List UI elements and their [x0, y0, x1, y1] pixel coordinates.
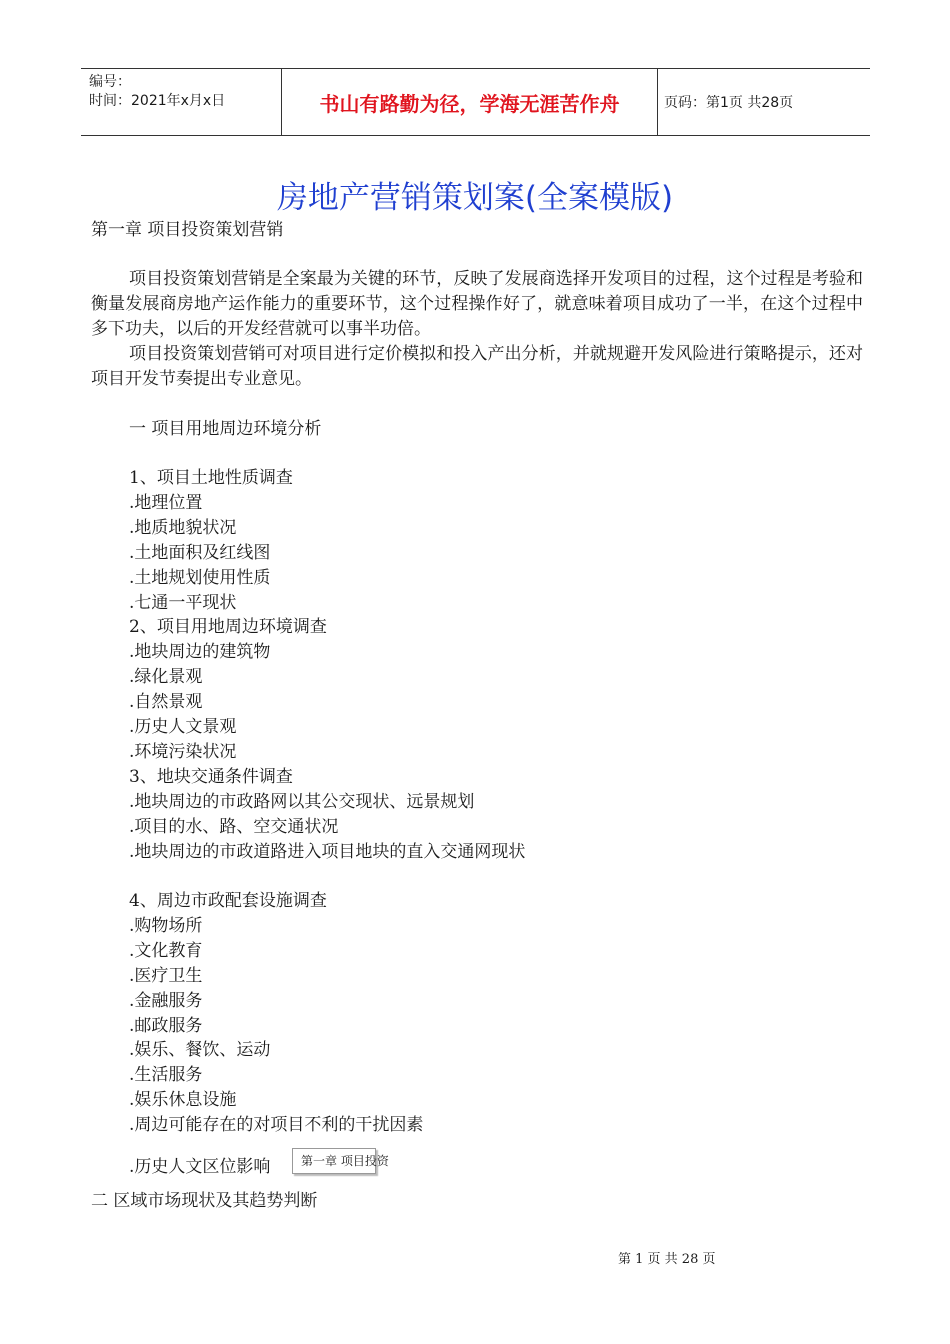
- page-footer: 第 1 页 共 28 页: [618, 1252, 716, 1267]
- list-line: .地质地貌状况: [129, 517, 237, 538]
- list-line: .绿化景观: [129, 667, 203, 688]
- list-line: .七通一平现状: [129, 592, 237, 613]
- list-line: .地块周边的市政道路进入项目地块的直入交通网现状: [129, 841, 526, 862]
- intro-paragraph-1: 项目投资策划营销是全案最为关键的环节，反映了发展商选择开发项目的过程，这个过程是考验和衡量发展商房地产运作能力的重要环节，这个过程操作好了，就意味着项目成功了一半，在这个过程中多下功夫，以后的开发经营就可以事半功倍。: [91, 269, 863, 339]
- list-line: .购物场所: [129, 915, 203, 936]
- list-line: .娱乐、餐饮、运动: [129, 1040, 271, 1061]
- list-line: 4、周边市政配套设施调查: [129, 891, 327, 911]
- list-line: 1、项目土地性质调查: [129, 468, 293, 488]
- list-line: .自然景观: [129, 692, 203, 713]
- header-table: [81, 68, 870, 136]
- list-line: .文化教育: [129, 940, 203, 961]
- list-line: .项目的水、路、空交通状况: [129, 816, 339, 837]
- embedded-textbox: 第一章 项目投资: [292, 1148, 376, 1174]
- list-line: .金融服务: [129, 990, 203, 1011]
- list-line: .历史人文景观: [129, 717, 237, 737]
- list-item-history-location: .历史人文区位影响: [129, 1157, 271, 1177]
- list-line: .地块周边的市政路网以其公交现状、远景规划: [129, 791, 475, 812]
- list-line: .娱乐休息设施: [129, 1090, 237, 1111]
- list-line: .生活服务: [129, 1065, 203, 1086]
- list-line: .地块周边的建筑物: [129, 642, 271, 663]
- number-label: 编号：: [89, 74, 131, 90]
- section-one-heading: 一 项目用地周边环境分析: [129, 419, 322, 439]
- list-line: .邮政服务: [129, 1015, 203, 1036]
- header-page-info: 页码：第1页 共28页: [664, 95, 794, 111]
- list-line: 3、地块交通条件调查: [129, 766, 293, 787]
- list-line: .医疗卫生: [129, 965, 203, 986]
- list-line: .地理位置: [129, 492, 203, 513]
- list-line: .周边可能存在的对项目不利的干扰因素: [129, 1115, 424, 1136]
- document-title: 房地产营销策划案(全案模版): [276, 180, 674, 216]
- list-line: .土地面积及红线图: [129, 542, 271, 563]
- time-label: 时间：2021年x月x日: [89, 93, 226, 109]
- list-line: .土地规划使用性质: [129, 567, 271, 588]
- header-meta-cell: [81, 69, 282, 135]
- header-motto: 书山有路勤为径，学海无涯苦作舟: [282, 69, 658, 135]
- list-line: 2、项目用地周边环境调查: [129, 617, 327, 638]
- section-two-heading: 二 区域市场现状及其趋势判断: [91, 1191, 318, 1211]
- chapter-heading: 第一章 项目投资策划营销: [91, 220, 284, 240]
- list-line: .环境污染状况: [129, 741, 237, 762]
- intro-paragraph-2: 项目投资策划营销可对项目进行定价模拟和投入产出分析，并就规避开发风险进行策略提示，还对项目开发节奏提出专业意见。: [91, 344, 863, 389]
